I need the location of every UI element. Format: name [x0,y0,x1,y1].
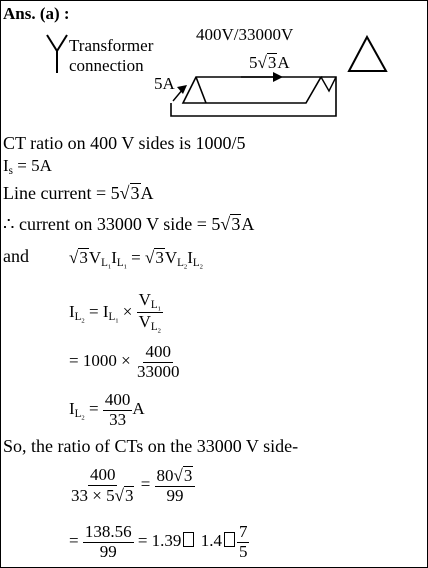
eq5-den-text: 33 × 5 [71,485,115,505]
eq1-l-left: L [101,256,108,269]
eq2-den-l: L [150,321,158,334]
eq5-denominator: 33 × 5√3 [71,485,134,505]
eq2-num-sub [151,299,161,311]
eq1-1-b: 1 [123,263,127,271]
transformer-diagonal [196,77,206,103]
sqrt-radicand: 3 [267,53,277,72]
eq6-prefix: = [69,531,83,551]
current-label-top [249,53,290,73]
eq6-final-fraction [237,523,250,561]
eq2-2-lhs: 2 [81,316,85,324]
eq6-final-denominator: 5 [238,541,248,561]
eq3-numerator: 400 [145,342,171,361]
is-value: = 5A [12,156,52,175]
eq3-prefix: = 1000 × [69,351,135,371]
transformer-line2: connection [69,56,144,75]
eq4-fraction [103,391,133,429]
eq1-l-left2: L [116,256,124,269]
eq4-equals: = [84,399,103,419]
eq2-mid: = I [84,301,109,321]
eq3-denominator: 33000 [136,361,180,381]
eq1-i-right: I [187,248,193,267]
current-arrow-head [273,72,283,82]
eq1-l-sub-right [177,257,187,269]
eq2-l-mid: L [108,310,116,323]
eq5-right-num-radicand: 3 [183,466,193,485]
missing-glyph-box-2 [224,532,235,547]
eq4-l: L [74,407,82,420]
therefore-coeff: 5 [211,214,221,234]
eq5-fraction-right [155,466,196,505]
eq2-mid-sub [108,311,118,323]
delta-symbol [349,37,386,71]
eq1-v-left: V [88,248,102,267]
eq1-i-left: I [111,248,117,267]
eq2-times: × [118,301,137,321]
sqrt-sign: √ [257,53,267,72]
eq4-numerator: 400 [104,390,131,409]
eq2-num-v: V [138,290,151,309]
eq5-right-num-text: 80 [156,466,174,485]
eq2-numerator [137,291,163,313]
il2-result [69,391,145,429]
eq2-l-lhs: L [74,310,82,323]
eq5-right-numerator: 80√3 [155,466,196,487]
is-line [3,156,52,177]
eq2-den-sub [151,321,161,333]
current-label-left: 5A [154,74,175,93]
ratio-substitution [69,343,181,381]
transformer-connection-label [69,36,153,76]
eq4-sub [75,408,85,420]
eq1-equals: = [126,248,146,267]
eq6-numerator: 138.56 [84,522,132,541]
eq6-denominator: 99 [99,541,117,561]
eq2-num-l: L [150,298,158,311]
is-subscript: s [8,164,13,177]
eq6-fraction [83,523,134,561]
transformer-hook [321,77,336,91]
eq5-right-denominator: 99 [166,485,184,505]
eq1-v-right: V [164,248,178,267]
therefore-text: ∴ current on 33000 V side = [3,214,212,234]
transformer-diagram [1,1,427,141]
eq1-radicand-left: 3 [79,248,88,267]
therefore-radicand: 3 [231,214,241,234]
eq5-den-radicand: 3 [124,485,134,505]
y-symbol-right [57,35,67,51]
therefore-unit: A [241,214,255,234]
eq1-radicand-right: 3 [155,248,164,267]
eq4-denominator: 33 [109,409,127,429]
y-symbol-left [47,35,57,51]
eq2-fraction [137,291,163,335]
eq1-l-right: L [177,256,184,269]
eq4-2: 2 [81,414,85,422]
eq6-final-numerator: 7 [238,522,248,541]
current-coeff: 5 [249,53,258,72]
line-current-label: Line current = [3,183,111,203]
eq2-denominator [137,313,163,334]
line-current-unit: A [140,183,154,203]
is-symbol: I [3,156,9,175]
eq1-2-a: 2 [183,263,188,271]
eq1-1-a: 1 [107,263,112,271]
missing-glyph-box-1 [183,532,194,547]
ct-ratio-line: CT ratio on 400 V sides is 1000/5 [3,133,246,153]
eq1-2-b: 2 [199,263,203,271]
eq2-den-2: 2 [157,327,161,335]
eq2-den-v: V [138,312,151,332]
eq2-num-1: 1 [157,305,161,313]
eq4-i: I [69,399,75,419]
line-current-coeff: 5 [110,183,120,203]
answer-header: Ans. (a) : [3,4,70,23]
current-ratio-equation [69,291,163,335]
and-word: and [3,246,29,266]
power-equation: $√3V_{L_1}I_{L_1} = √3V_{L_2}I_{L_2}$ [69,248,203,271]
therefore-line: ∴ current on 33000 V side = 5√3A [3,214,255,234]
line-current-line: Line current = 5√3A [3,183,154,203]
eq1-l-right2: L [192,256,200,269]
eq6-approx-value: = 1.39 [133,531,182,551]
eq5-numerator: 400 [89,465,116,484]
final-ratio-equation [69,523,249,561]
left-arrow-head [177,85,187,94]
ct-ratio-equation [69,466,195,505]
eq2-i-lhs: I [69,301,75,321]
eq3-fraction [135,343,182,381]
eq6-rounded-value: 1.4 [196,531,222,551]
eq2-lhs-sub [75,311,85,323]
transformer-line1: Transformer [69,36,154,55]
eq1-l-sub-right2 [193,257,203,269]
current-unit: A [277,53,290,72]
voltage-ratio: 400V/33000V [196,25,294,44]
transformer-return-path [171,77,336,116]
eq1-l-sub-left2 [117,257,127,269]
eq2-1-mid: 1 [115,316,119,324]
eq4-unit: A [132,399,145,419]
eq5-equals: = [136,474,155,494]
line-current-radicand: 3 [130,183,140,203]
eq5-fraction-left [69,466,136,505]
eq1-l-sub-left [101,257,111,269]
so-line: So, the ratio of CTs on the 33000 V side- [3,436,299,456]
